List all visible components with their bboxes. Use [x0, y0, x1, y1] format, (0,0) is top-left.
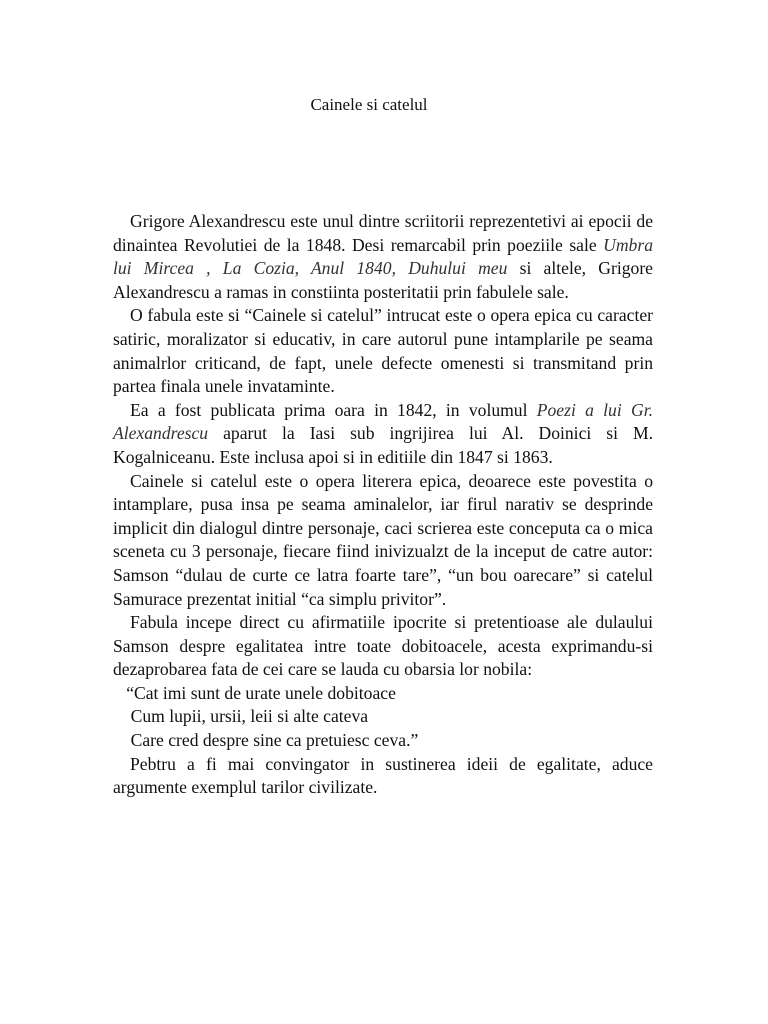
paragraph-publication [113, 399, 653, 470]
paragraph-opening: Fabula incepe direct cu afirmatiile ipocrite si pretentioase ale dulaului Samson despre egalitatea intre toate dobitoacele, acesta exprimandu-si dezaprobarea fata de cei care se lauda cu obarsia lor nobila: [113, 612, 653, 680]
paragraph-intro [113, 210, 653, 304]
verse-line-3-text: Care cred despre sine ca pretuiesc ceva.” [126, 730, 419, 751]
verse-line-1-text: “Cat imi sunt de urate unele dobitoace [126, 682, 396, 703]
verse-line-3 [113, 729, 653, 753]
book-title: Poezi a lui Gr. Alexandrescu [113, 399, 654, 444]
paragraph-structure: Cainele si catelul este o opera literera epica, deoarece este povestita o intamplare, pusa insa pe seama aminalelor, iar firul narativ se desprinde implicit din dialogul dintre personaje, caci scrierea este conceputa ca o mica sceneta cu 3 personaje, fiecare fiind inivizualzt de la inceput de catre autor: Samson “dulau de curte ce latra foarte tare”, “un bou oarecare” si catelul Samurace prezentat initial “ca simplu privitor”. [113, 470, 653, 609]
verse-line-1 [113, 682, 653, 706]
paragraph-genre: O fabula este si “Cainele si catelul” intrucat este o opera epica cu caracter satiric, moralizator si educativ, in care autorul pune intamplarile pe seama animalrlor criticand, de fapt, unele defecte omenesti si transmitand prin partea finala unele invataminte. [113, 305, 653, 397]
verse-line-2-text: Cum lupii, ursii, leii si alte cateva [126, 706, 369, 727]
paragraph-intro-text-a: Grigore Alexandrescu este unul dintre scriitorii reprezentetivi ai epocii de dinaintea Revolutiei de la 1848. Desi remarcabil prin poeziile sale [113, 211, 653, 255]
verse-line-2 [113, 705, 653, 729]
paragraph-intro-text-b: si altele, Grigore Alexandrescu a ramas in constiinta posteritatii prin fabulele sale. [113, 258, 653, 302]
works-list: Umbra lui Mircea , La Cozia, Anul 1840, Duhului meu [113, 234, 653, 279]
paragraph-argument: Pebtru a fi mai convingator in sustinerea ideii de egalitate, aduce argumente exemplul tarilor civilizate. [113, 753, 653, 798]
paragraph-publication-text-a: Ea a fost publicata prima oara in 1842, in volumul [130, 399, 537, 420]
page-title: Cainele si catelul [310, 95, 428, 114]
document-body [113, 210, 653, 800]
paragraph-publication-text-b: aparut la Iasi sub ingrijirea lui Al. Doinici si M. Kogalniceanu. Este inclusa apoi si in editiile din 1847 si 1863. [113, 423, 653, 467]
